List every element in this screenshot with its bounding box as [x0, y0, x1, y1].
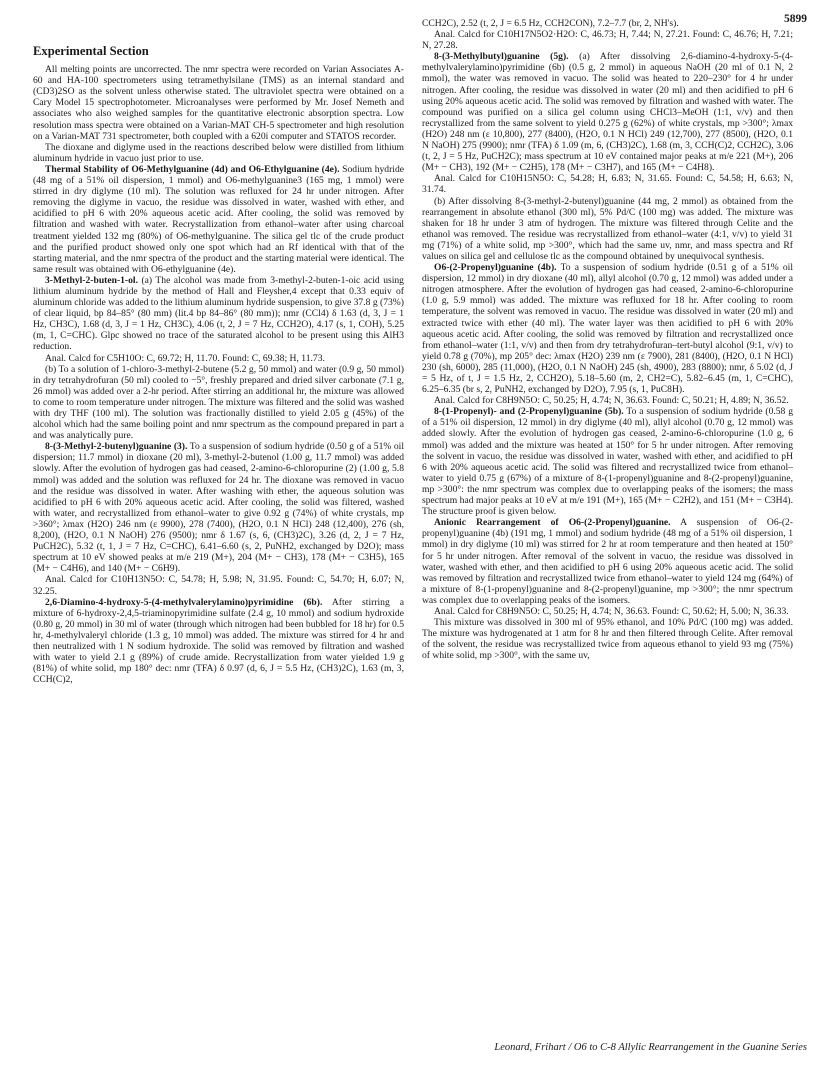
paragraph-text: The dioxane and diglyme used in the reactions described below were distilled from lithium aluminum hydride in vacuo just prior to use.	[33, 141, 404, 164]
paragraph-text: Anal. Calcd for C10H15N5O: C, 54.28; H, 6.83; N, 31.65. Found: C, 54.58; H, 6.63; N, 31.74.	[422, 173, 793, 196]
paragraph-text: (a) After dissolving 2,6-diamino-4-hydroxy-5-(4-methylvalerylamino)pyrimidine (6b) (0.5 g, 2 mmol) in aqueous NaOH (20 ml of 0.1 N, 2 mmol), the water was removed in vacuo. The solid was heated to 220–230° for 4 hr under nitrogen. After cooling, the residue was dissolved in water (20 ml) and then acidified to pH 6 using 20% aqueous acetic acid. The solid was removed by filtration and washed with water. The compound was purified on a silica gel column using CHCl3–MeOH (1:1, v/v) and then recrystallized from the same solvent to yield 0.275 g (62%) of white crystals, mp >300°; λmax (H2O) 248 nm (ε 10,800), 277 (8400), (H2O, 0.1 N HCl) 249 (12,700), 277 (8500), (H2O, 0.1 N NaOH) 275 (9900); nmr (TFA) δ 1.09 (m, 6, (CH3)2C), 1.68 (m, 3, CCH(C)2, CCH2C), 3.06 (t, 2, J = 5 Hz, PuCH2C); mass spectrum at 10 eV contained major peaks at m/e 221 (M+), 206 (M+ − CH3), 192 (M+ − C2H5), 178 (M+ − C3H7), and 165 (M+ − C4H8).	[422, 51, 793, 174]
paragraph	[422, 262, 793, 395]
paragraph	[33, 275, 404, 353]
paragraph	[33, 364, 404, 442]
paragraph-text: Anal. Calcd for C8H9N5O: C, 50.25; H, 4.74; N, 36.63. Found: C, 50.21; H, 4.89; N, 36.52.	[434, 395, 789, 407]
paragraph	[422, 395, 793, 406]
paragraph-heading: 8-(3-Methyl-2-butenyl)guanine (3).	[45, 441, 188, 453]
paragraph-text: (a) The alcohol was made from 3-methyl-2-buten-1-oic acid using lithium aluminum hydride by the method of Hall and Fleysher,4 except that 0.33 equiv of aluminum chloride was added to the lithium aluminum hydride suspension, to give 37.8 g (73%) of clear liquid, bp 84–85° (80 mm) (lit.4 bp 84–86° (80 mm)); nmr (CCl4) δ 1.63 (d, 3, J = 1 Hz, CH3C), 1.68 (d, 3, J = 1 Hz, CH3C), 4.06 (t, 2, J = 7 Hz, CCH2O), 4.17 (s, 1, COH), 5.25 (m, 1, C=CHC). Glpc showed no trace of the saturated alcohol to be present using this AlH3 reduction.	[33, 274, 404, 353]
paragraph-text: All melting points are uncorrected. The nmr spectra were recorded on Varian Associates A-60 and HA-100 spectrometers using tetramethylsilane (TMS) as an internal standard and (CD3)2SO as the solvent unless otherwise stated. The ultraviolet spectra were obtained on a Cary Model 15 spectrophotometer. Microanalyses were performed by Mr. Josef Nemeth and associates who also weighed samples for the quantitative electronic absorption spectra. Low resolution mass spectra were obtained on a Varian-MAT CH-5 spectrometer and high resolution on a Varian-MAT 731 spectrometer, both coupled with a 620i computer and STATOS recorder.	[33, 64, 404, 142]
section-title: Experimental Section	[33, 46, 149, 58]
paragraph-text: Anal. Calcd for C8H9N5O: C, 50.25; H, 4.74; N, 36.63. Found: C, 50.62; H, 5.00; N, 36.33.	[434, 605, 789, 617]
paragraph	[422, 29, 793, 51]
paragraph-text: Anal. Calcd for C5H10O: C, 69.72; H, 11.70. Found: C, 69.38; H, 11.73.	[45, 352, 325, 364]
right-column	[422, 18, 793, 1030]
paragraph	[33, 353, 404, 364]
paragraph	[422, 606, 793, 617]
paragraph-text: To a suspension of sodium hydride (0.58 g of a 51% oil dispersion, 12 mmol) in dry diglyme (40 ml), allyl alcohol (0.70 g, 12 mmol) was added slowly. After the evolution of hydrogen gas ceased, 2-amino-6-chloropurine (1.0 g, 6 mmol) was added and the mixture was heated at 150° for 5 hr under nitrogen. After removing the solvent in vacuo, the residue was dissolved in water, washed with ether, and acidified to pH 6 with 20% aqueous acetic acid. The solid was filtered and recrystallized twice from ethanol–water to yield 0.75 g (67%) of a mixture of 8-(1-propenyl)guanine and 8-(2-propenyl)guanine, mp >300°: the nmr spectrum was complex due to overlapping peaks of the isomers; the mass spectrum had major peaks at 10 eV at m/e 191 (M+), 165 (M+ − C2H2), and 151 (M+ − C3H4). The structure proof is given below.	[422, 406, 793, 518]
paragraph	[33, 574, 404, 596]
paragraph-text: (b) To a solution of 1-chloro-3-methyl-2-butene (5.2 g, 50 mmol) and water (0.9 g, 50 mmol) in dry tetrahydrofuran (50 ml) cooled to −5°, freshly prepared and dried silver carbonate (7.1 g, 26 mmol) was added over a 2-hr period. After stirring an additional hr, the mixture was allowed to come to room temperature under nitrogen. The mixture was filtered and the solid was washed with dry THF (100 ml). The solution was fractionally distilled to yield 2.05 g (45%) of the alcohol which had the same boiling point and nmr spectrum as the compound prepared in part a and was analytically pure.	[33, 363, 404, 442]
paragraph	[422, 51, 793, 173]
paragraph-text: To a suspension of sodium hydride (0.51 g of a 51% oil dispersion, 12 mmol) in dry dioxane (40 ml), allyl alcohol (0.70 g, 12 mmol) was added under a nitrogen atmosphere. After the evolution of hydrogen gas had ceased, 2-amino-6-chloropurine (1.0 g, 5.9 mmol) was added. The mixture was refluxed for 18 hr. After cooling to room temperature, the solvent was removed in vacuo. The residue was dissolved in water (20 ml) and extracted twice with ether (40 ml). The water layer was then acidified to pH 6 with 20% aqueous acetic acid. After cooling, the solid was removed by filtration and recrystallized once from ethanol–water (1:1, v/v) and then from dry tetrahydrofuran–tert-butyl alcohol (9:1, v/v) to yield 0.78 g (70%), mp 205° dec: λmax (H2O) 239 nm (ε 7900), 281 (8400), (H2O, 0.1 N HCl) 230 (sh, 6000), 285 (11,000), (H2O, 0.1 N NaOH) 245 (sh, 4900), 283 (8800); nmr, δ 5.02 (d, J = 5 Hz, of t, J = 1.5 Hz, 2, CCH2O), 5.18–5.60 (m, 2, CH2=C), 5.82–6.45 (m, 1, C=CHC), 6.25–6.35 (br s, 2, PuNH2, exchanged by D2O), 7.95 (s, 1, PuC8H).	[422, 262, 793, 396]
paragraph-heading: 2,6-Diamino-4-hydroxy-5-(4-methylvalerylamino)pyrimidine (6b).	[45, 596, 323, 608]
paragraph-text: Sodium hydride (48 mg of a 51% oil dispersion, 1 mmol) and O6-methylguanine3 (165 mg, 1 mmol) were stirred in dry diglyme (10 ml). The solution was refluxed for 24 hr under nitrogen. After removing the diglyme in vacuo, the residue was dissolved in water, washed with ether, and acidified to pH 6 with 20% aqueous acetic acid. After cooling, the solid was removed by filtration and washed with water. Recrystallization from ethanol–water after using charcoal treatment yielded 132 mg (80%) of O6-methylguanine. The silica gel tlc of the crude product and the purified product showed only one spot which had an Rf identical with that of the starting material, and the nmr spectra of the product and the starting material were identical. The same result was obtained with O6-ethylguanine (4e).	[33, 163, 404, 275]
paragraph	[422, 18, 793, 29]
paragraph-heading: 3-Methyl-2-buten-1-ol.	[45, 274, 138, 286]
page-number: 5899	[784, 13, 807, 25]
paragraph-text: This mixture was dissolved in 300 ml of 95% ethanol, and 10% Pd/C (100 mg) was added. The mixture was hydrogenated at 1 atm for 8 hr and then filtered through Celite. After removal of the solvent, the residue was recrystallized twice from aqueous ethanol to yield 93 mg (75%) of white solid, mp >300°, with the same uv,	[422, 617, 793, 662]
paragraph-text: (b) After dissolving 8-(3-methyl-2-butenyl)guanine (44 mg, 2 mmol) as obtained from the rearrangement in absolute ethanol (300 ml), 5% Pd/C (100 mg) was added. The mixture was shaken for 18 hr under 3 atm of hydrogen. The mixture was filtered through Celite and the ethanol was removed. The residue was recrystallized from ethanol–water (4:1, v/v) to yield 31 mg (71%) of a white solid, mp >300°, which had the same uv, nmr, and mass spectra and Rf values on silica gel and cellulose tlc as the compound obtained by unequivocal synthesis.	[422, 195, 793, 262]
paragraph	[422, 406, 793, 517]
left-column	[33, 46, 404, 1036]
paragraph	[422, 196, 793, 263]
paragraph-heading: 8-(3-Methylbutyl)guanine (5g).	[434, 51, 569, 63]
paragraph	[33, 142, 404, 164]
paragraph	[422, 517, 793, 606]
running-footer: Leonard, Frihart / O6 to C-8 Allylic Rearrangement in the Guanine Series	[494, 1042, 807, 1053]
paragraph-text: Anal. Calcd for C10H17N5O2·H2O: C, 46.73; H, 7.44; N, 27.21. Found: C, 46.76; H, 7.21; N, 27.28.	[422, 29, 793, 52]
paragraph-text: CCH2C), 2.52 (t, 2, J = 6.5 Hz, CCH2CON), 7.2–7.7 (br, 2, NH's).	[422, 18, 679, 29]
left-paragraphs	[33, 64, 404, 685]
paragraph-text: After stirring a mixture of 6-hydroxy-2,4,5-triaminopyrimidine sulfate (2.4 g, 10 mmol) and sodium hydroxide (0.80 g, 20 mmol) in 30 ml of water (through which nitrogen had been bubbled for 18 hr) for 0.5 hr, 4-methylvaleryl chloride (1.3 g, 10 mmol) was added. The mixture was stirred for 4 hr and then neutralized with 1 N sodium hydroxide. The solid was removed by filtration and washed with water to yield 2.1 g (89%) of crude amide. Recrystallization from water yielded 1.9 g (81%) of white solid, mp 180° dec: nmr (TFA) δ 0.97 (d, 6, J = 5.5 Hz, (CH3)2C), 1.63 (m, 3, CCH(C)2,	[33, 596, 404, 686]
paragraph-heading: Thermal Stability of O6-Methylguanine (4d) and O6-Ethylguanine (4e).	[45, 163, 340, 175]
paragraph-heading: 8-(1-Propenyl)- and (2-Propenyl)guanine (5b).	[434, 406, 624, 418]
paragraph-heading: Anionic Rearrangement of O6-(2-Propenyl)guanine.	[434, 517, 671, 529]
paragraph-text: A suspension of O6-(2-propenyl)guanine (4b) (191 mg, 1 mmol) and sodium hydride (48 mg of a 51% oil dispersion, 1 mmol) in dry diglyme (10 ml) was stirred for 2 hr at room temperature and then heated at 150° for 5 hr under nitrogen. After removal of the solvent in vacuo, the residue was dissolved in water, washed with ether, and then acidified to pH 6 using 20% aqueous acetic acid. The solid was removed by filtration and recrystallized twice from ethanol–water to yield 124 mg (64%) of a mixture of 8-(1-propenyl)guanine and 8-(2-propenyl)guanine, mp >300°; the nmr spectrum was complex due to overlapping peaks of the isomers.	[422, 517, 793, 606]
paragraph-heading: O6-(2-Propenyl)guanine (4b).	[434, 262, 557, 274]
paragraph	[33, 441, 404, 574]
paragraph	[422, 173, 793, 195]
right-paragraphs	[422, 18, 793, 661]
paragraph	[33, 164, 404, 275]
paragraph-text: Anal. Calcd for C10H13N5O: C, 54.78; H, 5.98; N, 31.95. Found: C, 54.70; H, 6.07; N, 32.25.	[33, 574, 404, 597]
paragraph	[422, 617, 793, 661]
paragraph	[33, 64, 404, 142]
paragraph	[33, 597, 404, 686]
paragraph-text: To a suspension of sodium hydride (0.50 g of a 51% oil dispersion; 11.7 mmol) in dioxane (20 ml), 3-methyl-2-butenol (1.00 g, 11.7 mmol) was added slowly. After the evolution of hydrogen gas had ceased, 2-amino-6-chloropurine (2) (1.00 g, 5.8 mmol) was added and the solution was refluxed for 24 hr. The dioxane was removed in vacuo and the residue was dissolved in water. After washing with ether, the aqueous solution was acidified to pH 6 with 20% aqueous acetic acid. After cooling, the solid was filtered, washed with water, and recrystallized from ethanol–water to give 0.92 g (74%) of white crystals, mp >360°; λmax (H2O) 246 nm (ε 9900), 278 (7400), (H2O, 0.1 N HCl) 248 (12,400), 276 (sh, 8,200), (H2O, 0.1 N NaOH) 276 (9500); nmr δ 1.67 (s, 6, (CH3)2C), 3.26 (d, 2, J = 7 Hz, PuCH2C), 5.32 (t, 1, J = 7 Hz, C=CHC), 6.41–6.60 (s, 2, PuNH2, exchanged by D2O); mass spectrum at 10 eV showed peaks at m/e 219 (M+), 204 (M+ − CH3), 178 (M+ − C3H5), 165 (M+ − C4H6), and 140 (M+ − C6H9).	[33, 441, 404, 575]
